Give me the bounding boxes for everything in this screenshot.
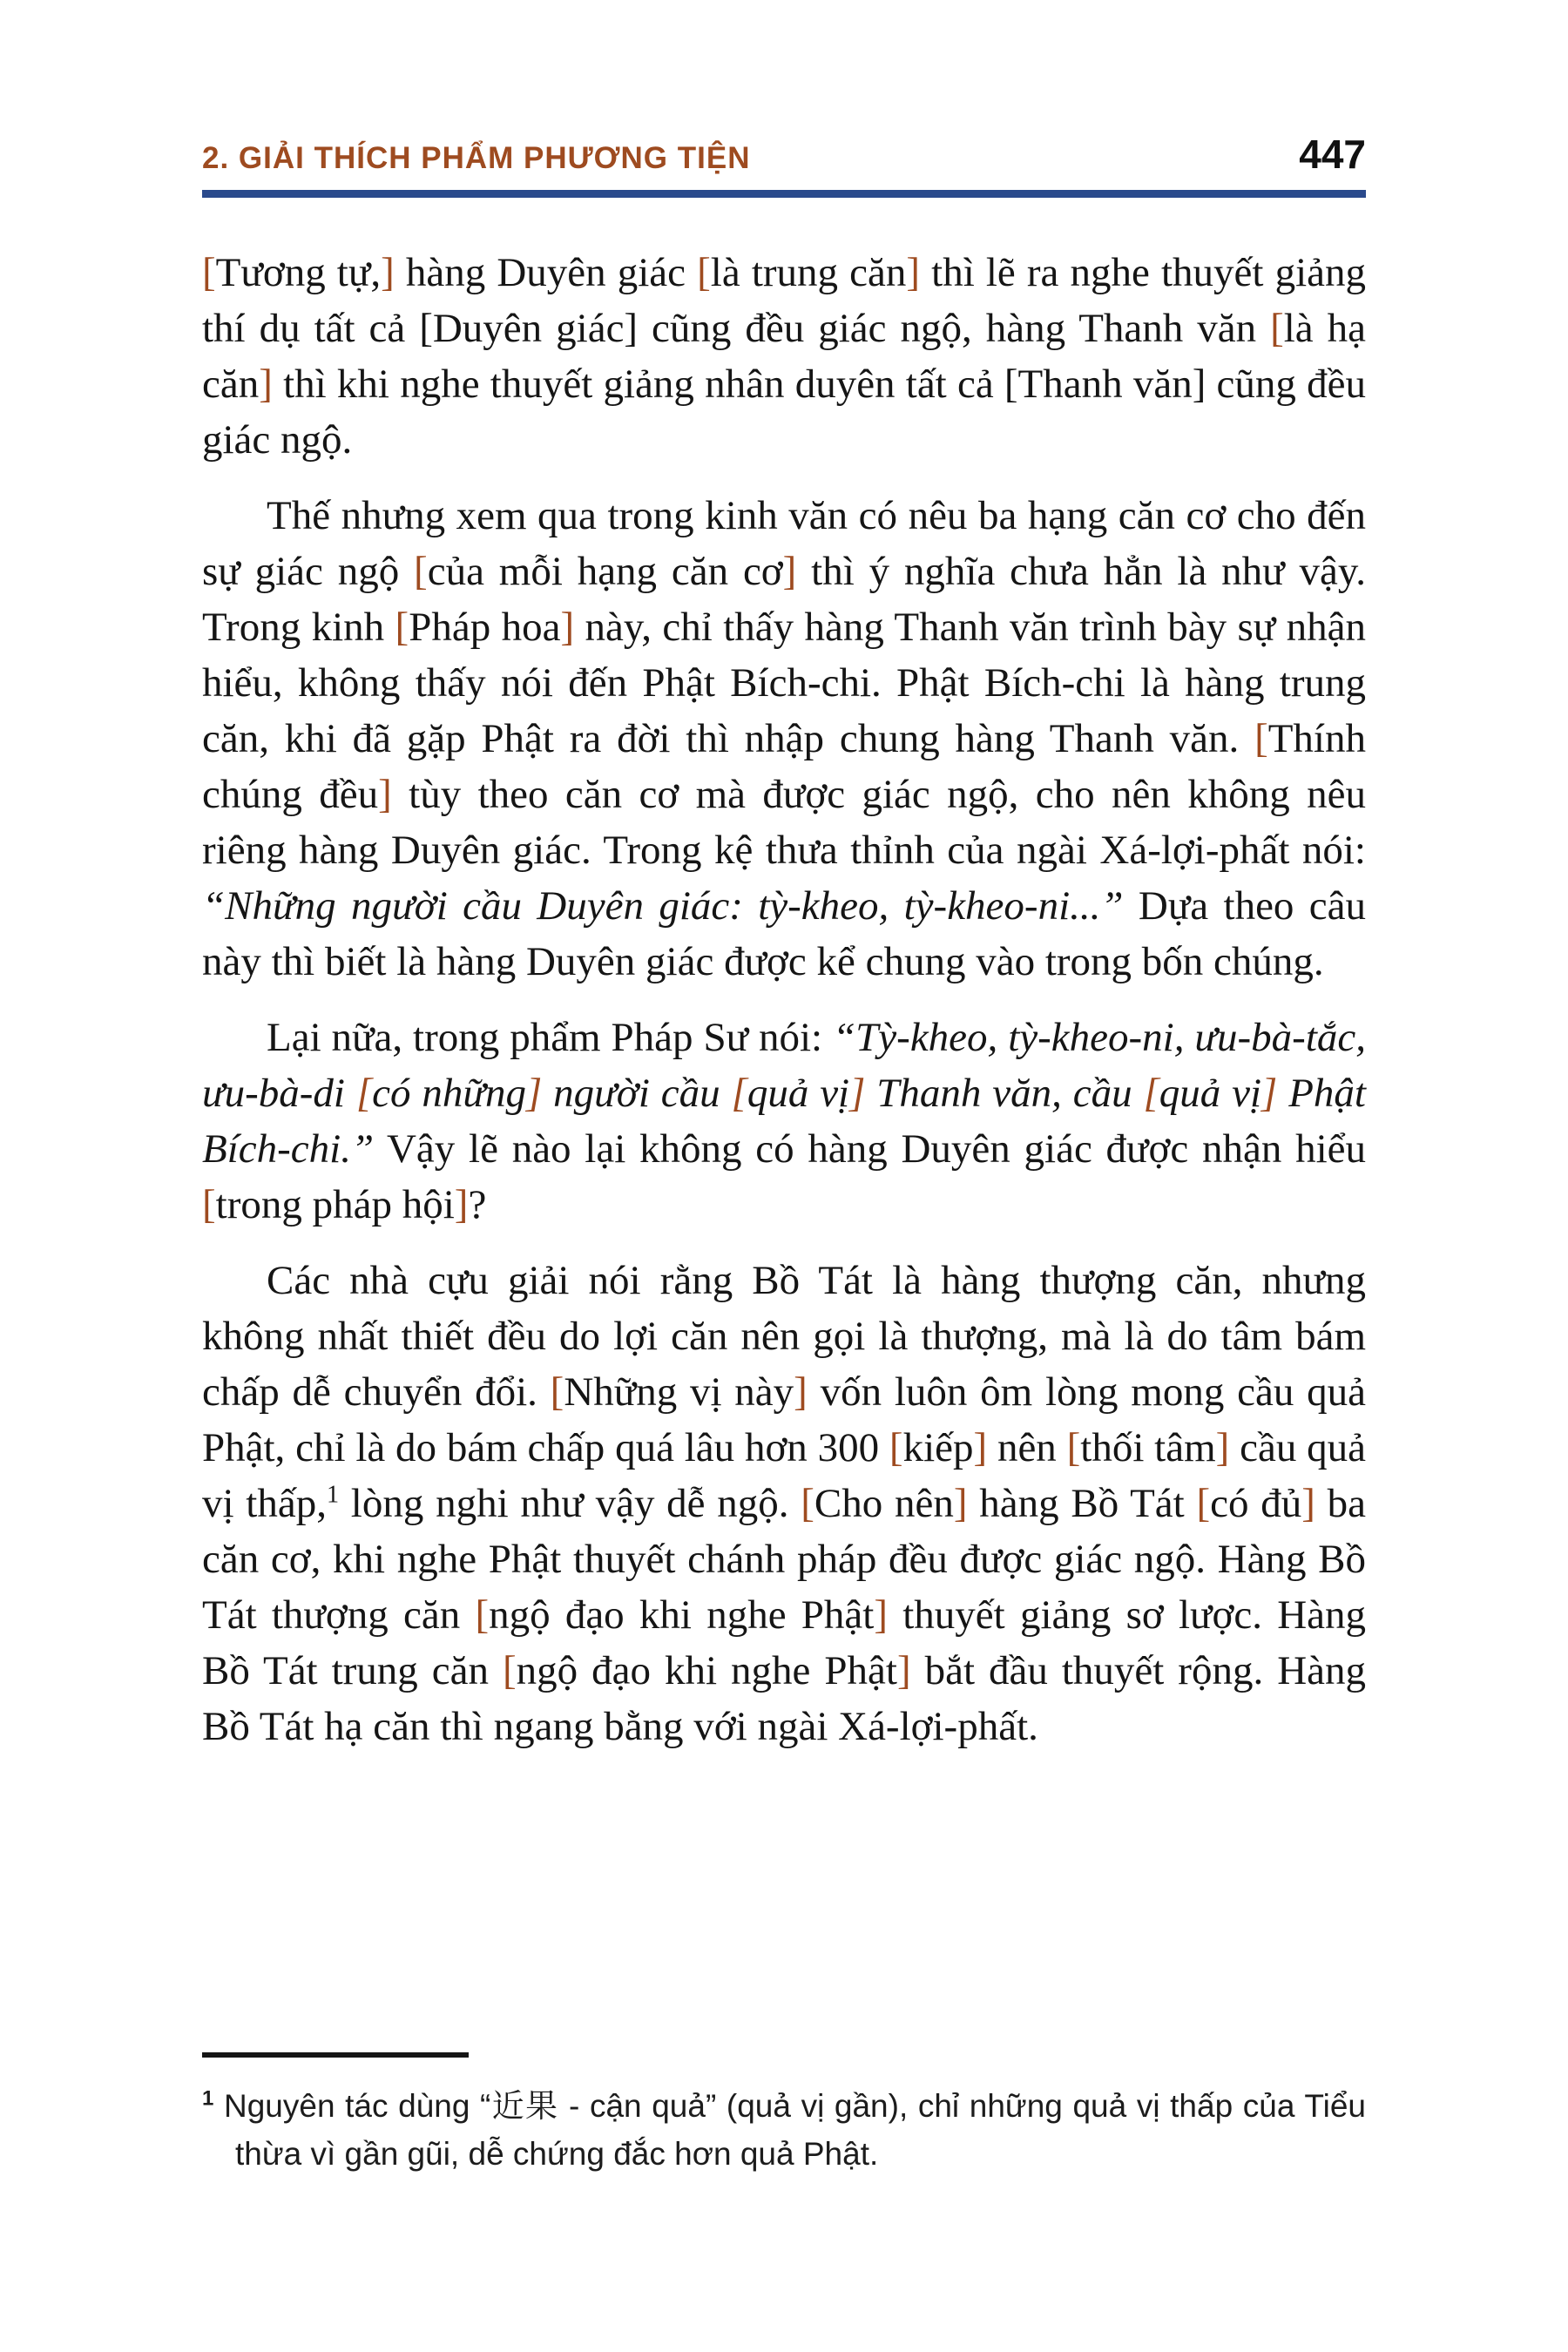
footnote-section <box>202 2052 1366 2178</box>
paragraph <box>202 1010 1366 1233</box>
editorial-bracket: [ <box>414 549 428 594</box>
paragraph <box>202 1253 1366 1754</box>
text-run: thì ý nghĩa chưa hẳn là như vậy. Trong kinh <box>202 549 1367 650</box>
editorial-bracket: ] <box>906 250 921 295</box>
editorial-bracket: ] <box>896 1648 911 1693</box>
body-text <box>0 198 1568 1754</box>
text-run: “Tỳ-kheo, tỳ-kheo-ni, ưu-bà-tắc, ưu-bà-di <box>202 1015 1366 1116</box>
paragraph <box>202 488 1366 990</box>
editorial-bracket: ] <box>794 1369 808 1415</box>
editorial-bracket: ] <box>1261 1071 1278 1116</box>
text-run: “Những người cầu Duyên giác: tỳ-kheo, tỳ-kheo-ni...” <box>202 883 1124 929</box>
editorial-bracket: [ <box>475 1592 490 1638</box>
text-run: Phật Bích-chi.” <box>202 1071 1366 1172</box>
text-run: có những <box>372 1071 527 1116</box>
text-run: quả vị <box>1159 1071 1262 1116</box>
paragraph <box>202 245 1366 468</box>
editorial-bracket: ] <box>454 1182 469 1227</box>
text-run: Cho nên <box>814 1481 954 1526</box>
text-run: ? <box>468 1182 487 1227</box>
editorial-bracket: ] <box>973 1425 988 1470</box>
header-rule <box>202 190 1366 198</box>
page-header <box>0 0 1568 178</box>
text-run: lòng nghi như vậy dễ ngộ. <box>339 1481 801 1526</box>
editorial-bracket: [ <box>202 250 216 295</box>
text-run: có đủ <box>1210 1481 1302 1526</box>
editorial-bracket: [ <box>550 1369 564 1415</box>
text-run: Những vị này <box>564 1369 794 1415</box>
editorial-bracket: ] <box>560 605 575 650</box>
text-run: người cầu <box>542 1071 732 1116</box>
editorial-bracket: [ <box>889 1425 903 1470</box>
editorial-bracket: ] <box>259 362 273 407</box>
text-run: quả vị <box>747 1071 850 1116</box>
editorial-bracket: [ <box>202 1182 216 1227</box>
editorial-bracket: [ <box>355 1071 373 1116</box>
editorial-bracket: [ <box>1270 306 1284 351</box>
text-run: bắt đầu thuyết rộng. Hàng Bồ Tát hạ căn thì ngang bằng với ngài Xá-lợi-phất. <box>202 1648 1366 1749</box>
text-run: Pháp hoa <box>409 605 561 650</box>
editorial-bracket: [ <box>697 250 711 295</box>
editorial-bracket: ] <box>849 1071 866 1116</box>
text-run: hàng Duyên giác <box>394 250 698 295</box>
text-run: Thanh văn, cầu <box>865 1071 1144 1116</box>
text-run: kiếp <box>902 1425 974 1470</box>
text-run: là trung căn <box>710 250 907 295</box>
text-run: thì khi nghe thuyết giảng nhân duyên tất cả [Thanh văn] cũng đều giác ngộ. <box>202 362 1366 463</box>
text-run: tùy theo căn cơ mà được giác ngộ, cho nên không nêu riêng hàng Duyên giác. Trong kệ thưa thỉnh của ngài Xá-lợi-phất nói: <box>202 772 1366 873</box>
editorial-bracket: [ <box>1143 1071 1159 1116</box>
editorial-bracket: [ <box>1066 1425 1081 1470</box>
text-run: Các nhà cựu giải nói rằng Bồ Tát là hàng thượng căn, nhưng không nhất thiết đều do lợi căn nên gọi là thượng, mà là do tâm bám chấp dễ chuyển đổi. <box>202 1258 1366 1415</box>
editorial-bracket: [ <box>731 1071 747 1116</box>
text-run: ba căn cơ, khi nghe Phật thuyết chánh pháp đều được giác ngộ. Hàng Bồ Tát thượng căn <box>202 1481 1366 1638</box>
text-run: ngộ đạo khi nghe Phật <box>516 1648 897 1693</box>
editorial-bracket: [ <box>801 1481 814 1526</box>
footnote-marker: 1 <box>202 2086 214 2111</box>
editorial-bracket: ] <box>381 250 395 295</box>
footnote-separator <box>202 2052 469 2058</box>
editorial-bracket: ] <box>953 1481 968 1526</box>
text-run: vốn luôn ôm lòng mong cầu quả Phật, chỉ là do bám chấp quá lâu hơn 300 <box>202 1369 1366 1470</box>
editorial-bracket: ] <box>378 772 392 817</box>
text-run: của mỗi hạng căn cơ <box>427 549 783 594</box>
text-run: thì lẽ ra nghe thuyết giảng thí dụ tất cả [Duyên giác] cũng đều giác ngộ, hàng Thanh văn <box>202 250 1366 351</box>
text-run: này, chỉ thấy hàng Thanh văn trình bày sự nhận hiểu, không thấy nói đến Phật Bích-chi. Phật Bích-chi là hàng trung căn, khi đã gặp Phật ra đời thì nhập chung hàng Thanh văn. <box>202 605 1366 761</box>
editorial-bracket: ] <box>782 549 797 594</box>
footnote-text: Nguyên tác dùng “近果 - cận quả” (quả vị gần), chỉ những quả vị thấp của Tiểu thừa vì gần gũi, dễ chứng đắc hơn quả Phật. <box>224 2088 1366 2172</box>
text-run: nên <box>987 1425 1067 1470</box>
editorial-bracket: ] <box>1301 1481 1315 1526</box>
editorial-bracket: [ <box>395 605 409 650</box>
text-run: ngộ đạo khi nghe Phật <box>489 1592 875 1638</box>
text-run: Dựa theo câu này thì biết là hàng Duyên giác được kể chung vào trong bốn chúng. <box>202 883 1366 984</box>
editorial-bracket: [ <box>503 1648 517 1693</box>
editorial-bracket: ] <box>1215 1425 1230 1470</box>
editorial-bracket: [ <box>1254 716 1268 761</box>
editorial-bracket: ] <box>874 1592 889 1638</box>
page-number: 447 <box>1299 132 1366 177</box>
running-header-title: 2. GIẢI THÍCH PHẨM PHƯƠNG TIỆN <box>202 141 751 175</box>
editorial-bracket: [ <box>1196 1481 1211 1526</box>
text-run: Thế nhưng xem qua trong kinh văn có nêu ba hạng căn cơ cho đến sự giác ngộ <box>202 493 1366 594</box>
text-run: thối tâm <box>1080 1425 1216 1470</box>
text-run: Vậy lẽ nào lại không có hàng Duyên giác được nhận hiểu <box>374 1126 1366 1172</box>
footnote-ref: 1 <box>326 1481 340 1509</box>
footnote <box>202 2082 1366 2178</box>
text-run: là hạ căn <box>202 306 1366 407</box>
text-run: trong pháp hội <box>215 1182 455 1227</box>
text-run: hàng Bồ Tát <box>967 1481 1197 1526</box>
text-run: thuyết giảng sơ lược. Hàng Bồ Tát trung căn <box>202 1592 1367 1693</box>
text-run: Lại nữa, trong phẩm Pháp Sư nói: <box>267 1015 834 1060</box>
text-run: Tương tự, <box>215 250 382 295</box>
text-run: cầu quả vị thấp, <box>202 1425 1367 1526</box>
editorial-bracket: ] <box>526 1071 543 1116</box>
text-run: Thính chúng đều <box>202 716 1366 817</box>
